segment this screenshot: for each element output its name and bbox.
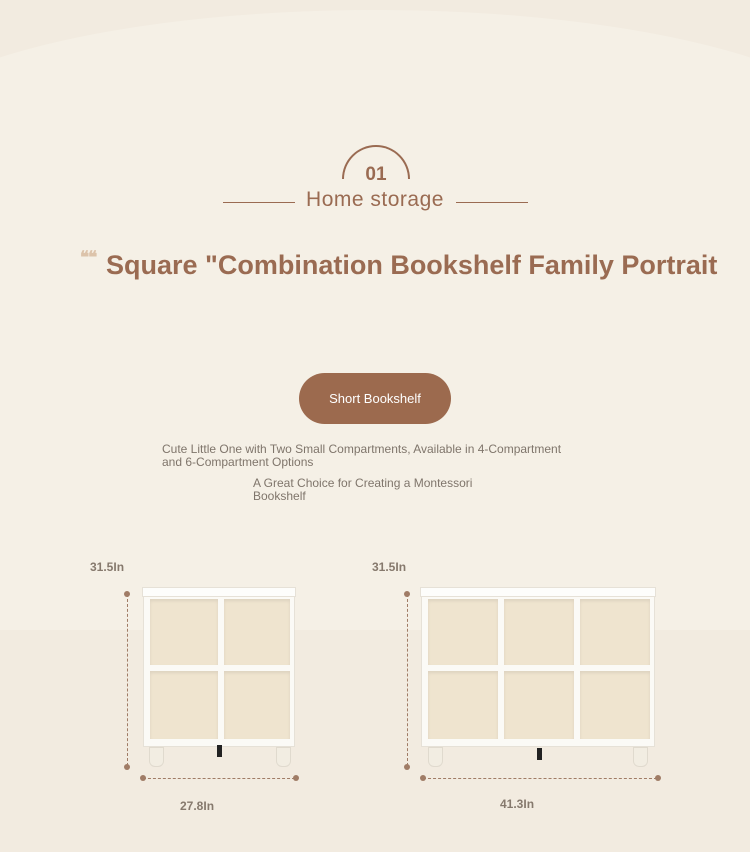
dimension-dot (293, 775, 299, 781)
shelf-compartment (580, 599, 650, 665)
shelf-leg (633, 747, 648, 767)
decorative-quote-mark: ❝❝ (80, 248, 97, 267)
dimension-dot (420, 775, 426, 781)
short-bookshelf-button[interactable]: Short Bookshelf (299, 373, 451, 424)
shelf-compartment (150, 599, 218, 665)
dimension-dot (404, 764, 410, 770)
height-dimension-line (407, 594, 408, 766)
bookshelf-6-compartment (421, 590, 655, 747)
section-number: 01 (365, 164, 387, 185)
background-arch (0, 10, 750, 630)
height-label-4-compartment: 31.5In (90, 560, 125, 574)
anti-tip-strap (217, 745, 222, 757)
width-label-6-compartment: 41.3In (500, 797, 535, 811)
shelf-leg (276, 747, 291, 767)
dimension-dot (124, 591, 130, 597)
dimension-dot (124, 764, 130, 770)
dimension-dot (655, 775, 661, 781)
page-headline: Square "Combination Bookshelf Family Portrait (106, 250, 718, 280)
dimension-dot (404, 591, 410, 597)
shelf-leg (149, 747, 164, 767)
shelf-compartment (580, 671, 650, 739)
anti-tip-strap (537, 748, 542, 760)
bookshelf-4-compartment (143, 590, 295, 747)
height-dimension-line (127, 594, 128, 766)
shelf-compartment (428, 599, 498, 665)
description-line-1: Cute Little One with Two Small Compartments, Available in 4-Compartment and 6-Compartment Options (162, 442, 562, 469)
shelf-compartment (504, 599, 574, 665)
shelf-leg (428, 747, 443, 767)
shelf-compartment (224, 599, 290, 665)
shelf-compartment (224, 671, 290, 739)
description-line-2: A Great Choice for Creating a Montessori Bookshelf (253, 476, 473, 503)
width-dimension-line (423, 778, 657, 779)
dimension-dot (140, 775, 146, 781)
shelf-compartment (428, 671, 498, 739)
divider-right (456, 202, 528, 203)
width-label-4-compartment: 27.8In (180, 799, 215, 813)
height-label-6-compartment: 31.5In (372, 560, 407, 574)
divider-left (223, 202, 295, 203)
width-dimension-line (143, 778, 295, 779)
section-title: Home storage (306, 188, 444, 211)
shelf-compartment (504, 671, 574, 739)
shelf-top (420, 587, 656, 597)
shelf-compartment (150, 671, 218, 739)
shelf-top (142, 587, 296, 597)
